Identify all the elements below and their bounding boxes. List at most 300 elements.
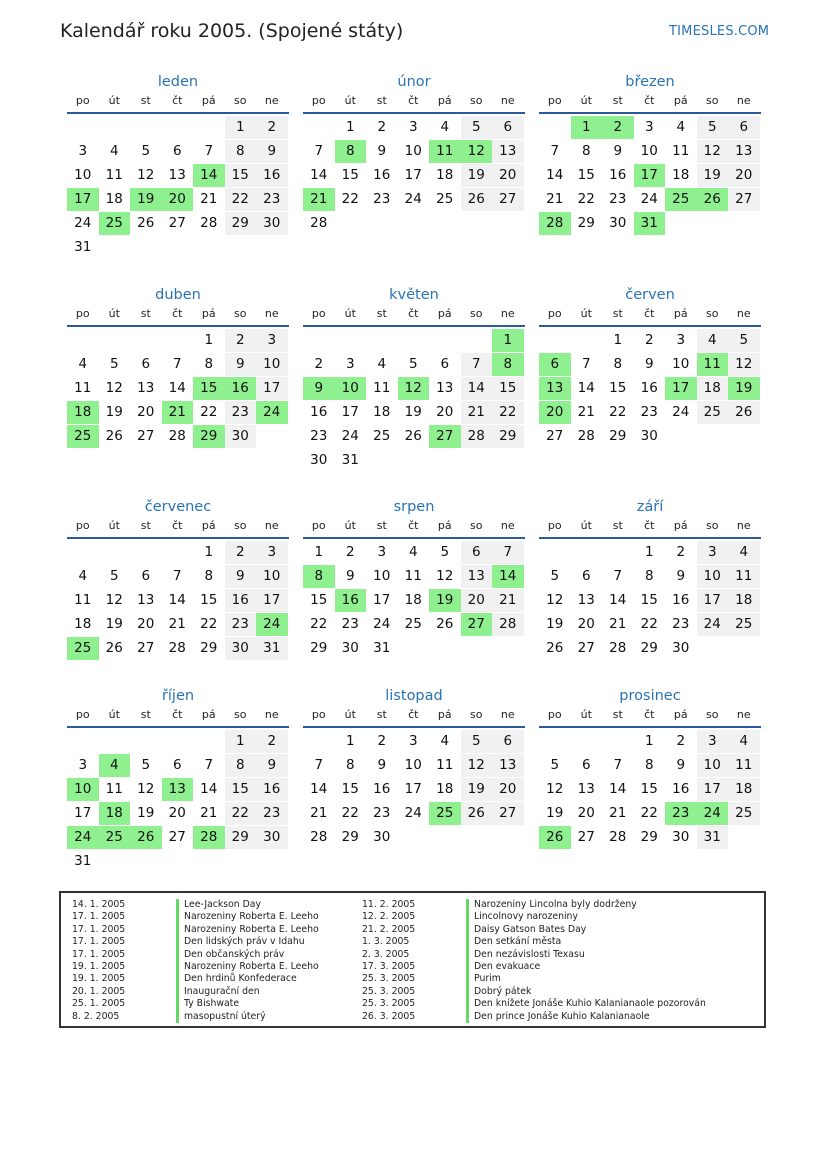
day-cell[interactable]: 19	[546, 805, 564, 821]
day-cell[interactable]: 21	[303, 188, 335, 211]
day-cell[interactable]: 1	[225, 116, 257, 139]
day-cell[interactable]: 22	[200, 404, 218, 420]
day-cell[interactable]: 22	[341, 191, 359, 207]
day-cell[interactable]: 31	[634, 212, 666, 235]
day-cell[interactable]: 31	[373, 640, 391, 656]
day-cell[interactable]: 23	[256, 802, 288, 825]
day-cell[interactable]: 11	[404, 568, 422, 584]
day-cell[interactable]: 21	[200, 191, 218, 207]
day-cell[interactable]: 22	[609, 404, 627, 420]
day-cell[interactable]: 25	[67, 425, 99, 448]
day-cell[interactable]: 25	[697, 401, 729, 424]
day-cell[interactable]: 3	[256, 541, 288, 564]
day-cell[interactable]: 4	[78, 568, 88, 584]
day-cell[interactable]: 6	[539, 353, 571, 376]
day-cell[interactable]: 20	[162, 188, 194, 211]
day-cell[interactable]: 25	[99, 212, 131, 235]
day-cell[interactable]: 19	[137, 805, 155, 821]
day-cell[interactable]: 22	[200, 616, 218, 632]
day-cell[interactable]: 3	[256, 329, 288, 352]
day-cell[interactable]: 19	[404, 404, 422, 420]
day-cell[interactable]: 5	[109, 568, 119, 584]
day-cell[interactable]: 11	[105, 167, 123, 183]
day-cell[interactable]: 3	[408, 119, 418, 135]
day-cell[interactable]: 8	[225, 754, 257, 777]
day-cell[interactable]: 24	[640, 191, 658, 207]
day-cell[interactable]: 20	[168, 805, 186, 821]
day-cell[interactable]: 2	[345, 544, 355, 560]
day-cell[interactable]: 21	[546, 191, 564, 207]
day-cell[interactable]: 19	[697, 164, 729, 187]
day-cell[interactable]: 28	[168, 640, 186, 656]
day-cell[interactable]: 24	[256, 401, 288, 424]
day-cell[interactable]: 22	[310, 616, 328, 632]
day-cell[interactable]: 6	[172, 143, 182, 159]
day-cell[interactable]: 30	[609, 215, 627, 231]
day-cell[interactable]: 6	[728, 116, 760, 139]
day-cell[interactable]: 5	[550, 757, 560, 773]
day-cell[interactable]: 14	[200, 781, 218, 797]
day-cell[interactable]: 19	[546, 616, 564, 632]
day-cell[interactable]: 18	[74, 616, 92, 632]
day-cell[interactable]: 19	[461, 778, 493, 801]
day-cell[interactable]: 10	[697, 754, 729, 777]
day-cell[interactable]: 28	[461, 425, 493, 448]
day-cell[interactable]: 27	[577, 640, 595, 656]
day-cell[interactable]: 6	[141, 356, 151, 372]
day-cell[interactable]: 20	[436, 404, 454, 420]
day-cell[interactable]: 26	[728, 401, 760, 424]
day-cell[interactable]: 25	[665, 188, 697, 211]
day-cell[interactable]: 29	[640, 829, 658, 845]
day-cell[interactable]: 29	[225, 826, 257, 849]
day-cell[interactable]: 28	[539, 212, 571, 235]
day-cell[interactable]: 24	[341, 428, 359, 444]
day-cell[interactable]: 27	[168, 829, 186, 845]
day-cell[interactable]: 16	[609, 167, 627, 183]
day-cell[interactable]: 21	[492, 589, 524, 612]
day-cell[interactable]: 16	[335, 589, 367, 612]
day-cell[interactable]: 8	[225, 140, 257, 163]
day-cell[interactable]: 20	[492, 164, 524, 187]
day-cell[interactable]: 11	[74, 380, 92, 396]
day-cell[interactable]: 22	[640, 616, 658, 632]
day-cell[interactable]: 24	[404, 191, 422, 207]
day-cell[interactable]: 4	[99, 754, 131, 777]
day-cell[interactable]: 28	[200, 215, 218, 231]
day-cell[interactable]: 13	[577, 592, 595, 608]
day-cell[interactable]: 25	[99, 826, 131, 849]
day-cell[interactable]: 18	[728, 589, 760, 612]
day-cell[interactable]: 7	[492, 541, 524, 564]
day-cell[interactable]: 25	[67, 637, 99, 660]
day-cell[interactable]: 15	[341, 781, 359, 797]
day-cell[interactable]: 8	[644, 757, 654, 773]
day-cell[interactable]: 26	[539, 826, 571, 849]
day-cell[interactable]: 14	[609, 781, 627, 797]
day-cell[interactable]: 8	[644, 568, 654, 584]
day-cell[interactable]: 3	[697, 541, 729, 564]
day-cell[interactable]: 24	[256, 613, 288, 636]
day-cell[interactable]: 29	[200, 640, 218, 656]
day-cell[interactable]: 11	[429, 140, 461, 163]
day-cell[interactable]: 26	[697, 188, 729, 211]
day-cell[interactable]: 17	[697, 778, 729, 801]
day-cell[interactable]: 30	[225, 425, 257, 448]
day-cell[interactable]: 15	[609, 380, 627, 396]
day-cell[interactable]: 6	[461, 541, 493, 564]
day-cell[interactable]: 14	[492, 565, 524, 588]
day-cell[interactable]: 6	[581, 757, 591, 773]
day-cell[interactable]: 16	[640, 380, 658, 396]
day-cell[interactable]: 7	[550, 143, 560, 159]
day-cell[interactable]: 12	[105, 592, 123, 608]
day-cell[interactable]: 6	[492, 116, 524, 139]
day-cell[interactable]: 29	[341, 829, 359, 845]
day-cell[interactable]: 14	[609, 592, 627, 608]
day-cell[interactable]: 19	[429, 589, 461, 612]
day-cell[interactable]: 12	[546, 592, 564, 608]
day-cell[interactable]: 18	[728, 778, 760, 801]
day-cell[interactable]: 8	[204, 356, 214, 372]
day-cell[interactable]: 15	[225, 778, 257, 801]
day-cell[interactable]: 25	[429, 802, 461, 825]
day-cell[interactable]: 9	[256, 140, 288, 163]
day-cell[interactable]: 5	[550, 568, 560, 584]
day-cell[interactable]: 13	[162, 778, 194, 801]
day-cell[interactable]: 24	[74, 215, 92, 231]
day-cell[interactable]: 15	[200, 592, 218, 608]
day-cell[interactable]: 13	[168, 167, 186, 183]
day-cell[interactable]: 16	[256, 778, 288, 801]
day-cell[interactable]: 15	[640, 592, 658, 608]
day-cell[interactable]: 23	[609, 191, 627, 207]
day-cell[interactable]: 24	[672, 404, 690, 420]
day-cell[interactable]: 15	[310, 592, 328, 608]
day-cell[interactable]: 14	[546, 167, 564, 183]
day-cell[interactable]: 6	[172, 757, 182, 773]
day-cell[interactable]: 20	[539, 401, 571, 424]
day-cell[interactable]: 15	[640, 781, 658, 797]
day-cell[interactable]: 25	[404, 616, 422, 632]
day-cell[interactable]: 10	[335, 377, 367, 400]
day-cell[interactable]: 9	[676, 757, 686, 773]
day-cell[interactable]: 20	[577, 805, 595, 821]
day-cell[interactable]: 14	[577, 380, 595, 396]
day-cell[interactable]: 2	[256, 730, 288, 753]
day-cell[interactable]: 29	[310, 640, 328, 656]
day-cell[interactable]: 7	[314, 757, 324, 773]
day-cell[interactable]: 10	[697, 565, 729, 588]
day-cell[interactable]: 30	[640, 428, 658, 444]
day-cell[interactable]: 30	[256, 212, 288, 235]
day-cell[interactable]: 19	[728, 377, 760, 400]
day-cell[interactable]: 17	[634, 164, 666, 187]
day-cell[interactable]: 19	[105, 616, 123, 632]
day-cell[interactable]: 1	[225, 730, 257, 753]
day-cell[interactable]: 8	[303, 565, 335, 588]
day-cell[interactable]: 1	[492, 329, 524, 352]
day-cell[interactable]: 13	[137, 380, 155, 396]
day-cell[interactable]: 29	[609, 428, 627, 444]
day-cell[interactable]: 27	[137, 428, 155, 444]
day-cell[interactable]: 3	[345, 356, 355, 372]
day-cell[interactable]: 26	[546, 640, 564, 656]
day-cell[interactable]: 11	[728, 754, 760, 777]
day-cell[interactable]: 1	[571, 116, 603, 139]
day-cell[interactable]: 12	[461, 140, 493, 163]
day-cell[interactable]: 18	[697, 377, 729, 400]
day-cell[interactable]: 14	[310, 167, 328, 183]
day-cell[interactable]: 2	[644, 332, 654, 348]
day-cell[interactable]: 27	[728, 188, 760, 211]
day-cell[interactable]: 7	[172, 568, 182, 584]
day-cell[interactable]: 1	[345, 733, 355, 749]
day-cell[interactable]: 12	[728, 353, 760, 376]
day-cell[interactable]: 12	[546, 781, 564, 797]
day-cell[interactable]: 27	[168, 215, 186, 231]
day-cell[interactable]: 4	[377, 356, 387, 372]
day-cell[interactable]: 23	[310, 428, 328, 444]
day-cell[interactable]: 15	[492, 377, 524, 400]
day-cell[interactable]: 26	[137, 215, 155, 231]
day-cell[interactable]: 14	[193, 164, 225, 187]
day-cell[interactable]: 8	[345, 757, 355, 773]
day-cell[interactable]: 18	[99, 802, 131, 825]
day-cell[interactable]: 21	[609, 805, 627, 821]
day-cell[interactable]: 14	[168, 592, 186, 608]
day-cell[interactable]: 30	[672, 640, 690, 656]
day-cell[interactable]: 15	[577, 167, 595, 183]
day-cell[interactable]: 30	[310, 452, 328, 468]
day-cell[interactable]: 7	[172, 356, 182, 372]
day-cell[interactable]: 19	[105, 404, 123, 420]
day-cell[interactable]: 26	[105, 640, 123, 656]
day-cell[interactable]: 31	[74, 853, 92, 869]
day-cell[interactable]: 12	[436, 568, 454, 584]
day-cell[interactable]: 6	[141, 568, 151, 584]
day-cell[interactable]: 4	[697, 329, 729, 352]
day-cell[interactable]: 22	[492, 401, 524, 424]
day-cell[interactable]: 23	[341, 616, 359, 632]
day-cell[interactable]: 10	[67, 778, 99, 801]
day-cell[interactable]: 7	[204, 757, 214, 773]
day-cell[interactable]: 8	[613, 356, 623, 372]
day-cell[interactable]: 20	[137, 404, 155, 420]
day-cell[interactable]: 29	[193, 425, 225, 448]
day-cell[interactable]: 10	[256, 565, 288, 588]
day-cell[interactable]: 4	[728, 730, 760, 753]
day-cell[interactable]: 21	[162, 401, 194, 424]
day-cell[interactable]: 21	[200, 805, 218, 821]
day-cell[interactable]: 4	[440, 119, 450, 135]
day-cell[interactable]: 18	[436, 167, 454, 183]
day-cell[interactable]: 1	[345, 119, 355, 135]
day-cell[interactable]: 12	[398, 377, 430, 400]
day-cell[interactable]: 16	[373, 167, 391, 183]
day-cell[interactable]: 2	[256, 116, 288, 139]
day-cell[interactable]: 7	[613, 568, 623, 584]
day-cell[interactable]: 16	[225, 377, 257, 400]
day-cell[interactable]: 24	[697, 802, 729, 825]
day-cell[interactable]: 17	[373, 592, 391, 608]
day-cell[interactable]: 29	[577, 215, 595, 231]
day-cell[interactable]: 6	[492, 730, 524, 753]
day-cell[interactable]: 3	[697, 730, 729, 753]
day-cell[interactable]: 16	[373, 781, 391, 797]
day-cell[interactable]: 16	[310, 404, 328, 420]
day-cell[interactable]: 26	[461, 802, 493, 825]
day-cell[interactable]: 5	[141, 757, 151, 773]
day-cell[interactable]: 2	[676, 544, 686, 560]
day-cell[interactable]: 8	[492, 353, 524, 376]
day-cell[interactable]: 20	[577, 616, 595, 632]
day-cell[interactable]: 8	[204, 568, 214, 584]
day-cell[interactable]: 3	[377, 544, 387, 560]
day-cell[interactable]: 20	[137, 616, 155, 632]
day-cell[interactable]: 23	[225, 613, 257, 636]
day-cell[interactable]: 13	[436, 380, 454, 396]
day-cell[interactable]: 11	[672, 143, 690, 159]
day-cell[interactable]: 23	[672, 616, 690, 632]
day-cell[interactable]: 14	[461, 377, 493, 400]
day-cell[interactable]: 3	[676, 332, 686, 348]
day-cell[interactable]: 17	[67, 188, 99, 211]
day-cell[interactable]: 13	[461, 565, 493, 588]
day-cell[interactable]: 25	[436, 191, 454, 207]
day-cell[interactable]: 17	[341, 404, 359, 420]
day-cell[interactable]: 28	[577, 428, 595, 444]
day-cell[interactable]: 16	[672, 592, 690, 608]
day-cell[interactable]: 27	[492, 802, 524, 825]
day-cell[interactable]: 14	[168, 380, 186, 396]
day-cell[interactable]: 29	[640, 640, 658, 656]
day-cell[interactable]: 1	[613, 332, 623, 348]
day-cell[interactable]: 24	[373, 616, 391, 632]
day-cell[interactable]: 2	[225, 541, 257, 564]
day-cell[interactable]: 28	[310, 215, 328, 231]
day-cell[interactable]: 23	[373, 191, 391, 207]
day-cell[interactable]: 31	[341, 452, 359, 468]
day-cell[interactable]: 2	[377, 733, 387, 749]
day-cell[interactable]: 19	[130, 188, 162, 211]
day-cell[interactable]: 12	[461, 754, 493, 777]
day-cell[interactable]: 1	[204, 544, 214, 560]
day-cell[interactable]: 8	[581, 143, 591, 159]
day-cell[interactable]: 25	[728, 802, 760, 825]
day-cell[interactable]: 6	[440, 356, 450, 372]
day-cell[interactable]: 11	[728, 565, 760, 588]
day-cell[interactable]: 9	[303, 377, 335, 400]
day-cell[interactable]: 27	[137, 640, 155, 656]
day-cell[interactable]: 17	[404, 167, 422, 183]
day-cell[interactable]: 9	[345, 568, 355, 584]
day-cell[interactable]: 9	[644, 356, 654, 372]
day-cell[interactable]: 21	[577, 404, 595, 420]
day-cell[interactable]: 9	[225, 565, 257, 588]
day-cell[interactable]: 20	[492, 778, 524, 801]
day-cell[interactable]: 10	[404, 143, 422, 159]
day-cell[interactable]: 26	[105, 428, 123, 444]
day-cell[interactable]: 9	[377, 143, 387, 159]
day-cell[interactable]: 13	[492, 754, 524, 777]
day-cell[interactable]: 13	[577, 781, 595, 797]
day-cell[interactable]: 31	[74, 239, 92, 255]
day-cell[interactable]: 24	[697, 613, 729, 636]
day-cell[interactable]: 20	[728, 164, 760, 187]
day-cell[interactable]: 22	[577, 191, 595, 207]
day-cell[interactable]: 23	[256, 188, 288, 211]
day-cell[interactable]: 27	[461, 613, 493, 636]
day-cell[interactable]: 22	[225, 188, 257, 211]
day-cell[interactable]: 5	[141, 143, 151, 159]
day-cell[interactable]: 17	[256, 589, 288, 612]
day-cell[interactable]: 3	[408, 733, 418, 749]
day-cell[interactable]: 30	[225, 637, 257, 660]
day-cell[interactable]: 7	[204, 143, 214, 159]
day-cell[interactable]: 10	[256, 353, 288, 376]
day-cell[interactable]: 2	[602, 116, 634, 139]
day-cell[interactable]: 15	[225, 164, 257, 187]
day-cell[interactable]: 27	[429, 425, 461, 448]
day-cell[interactable]: 27	[546, 428, 564, 444]
day-cell[interactable]: 9	[676, 568, 686, 584]
day-cell[interactable]: 9	[377, 757, 387, 773]
day-cell[interactable]: 16	[225, 589, 257, 612]
day-cell[interactable]: 17	[665, 377, 697, 400]
day-cell[interactable]: 5	[109, 356, 119, 372]
day-cell[interactable]: 26	[404, 428, 422, 444]
day-cell[interactable]: 12	[105, 380, 123, 396]
day-cell[interactable]: 17	[697, 589, 729, 612]
day-cell[interactable]: 21	[168, 616, 186, 632]
day-cell[interactable]: 23	[225, 401, 257, 424]
day-cell[interactable]: 7	[613, 757, 623, 773]
day-cell[interactable]: 13	[728, 140, 760, 163]
day-cell[interactable]: 23	[373, 805, 391, 821]
day-cell[interactable]: 13	[539, 377, 571, 400]
day-cell[interactable]: 17	[74, 805, 92, 821]
day-cell[interactable]: 5	[728, 329, 760, 352]
day-cell[interactable]: 28	[609, 829, 627, 845]
day-cell[interactable]: 1	[204, 332, 214, 348]
day-cell[interactable]: 17	[404, 781, 422, 797]
day-cell[interactable]: 29	[492, 425, 524, 448]
day-cell[interactable]: 5	[697, 116, 729, 139]
day-cell[interactable]: 25	[728, 613, 760, 636]
day-cell[interactable]: 16	[672, 781, 690, 797]
day-cell[interactable]: 29	[225, 212, 257, 235]
day-cell[interactable]: 22	[341, 805, 359, 821]
day-cell[interactable]: 31	[697, 826, 729, 849]
day-cell[interactable]: 7	[581, 356, 591, 372]
day-cell[interactable]: 11	[697, 353, 729, 376]
day-cell[interactable]: 12	[697, 140, 729, 163]
day-cell[interactable]: 18	[373, 404, 391, 420]
day-cell[interactable]: 18	[105, 191, 123, 207]
day-cell[interactable]: 28	[168, 428, 186, 444]
brand-link[interactable]: TIMESLES.COM	[669, 24, 770, 39]
day-cell[interactable]: 11	[436, 757, 454, 773]
day-cell[interactable]: 21	[310, 805, 328, 821]
day-cell[interactable]: 3	[78, 757, 88, 773]
day-cell[interactable]: 15	[193, 377, 225, 400]
day-cell[interactable]: 4	[408, 544, 418, 560]
day-cell[interactable]: 2	[676, 733, 686, 749]
day-cell[interactable]: 10	[404, 757, 422, 773]
day-cell[interactable]: 6	[581, 568, 591, 584]
day-cell[interactable]: 17	[256, 377, 288, 400]
